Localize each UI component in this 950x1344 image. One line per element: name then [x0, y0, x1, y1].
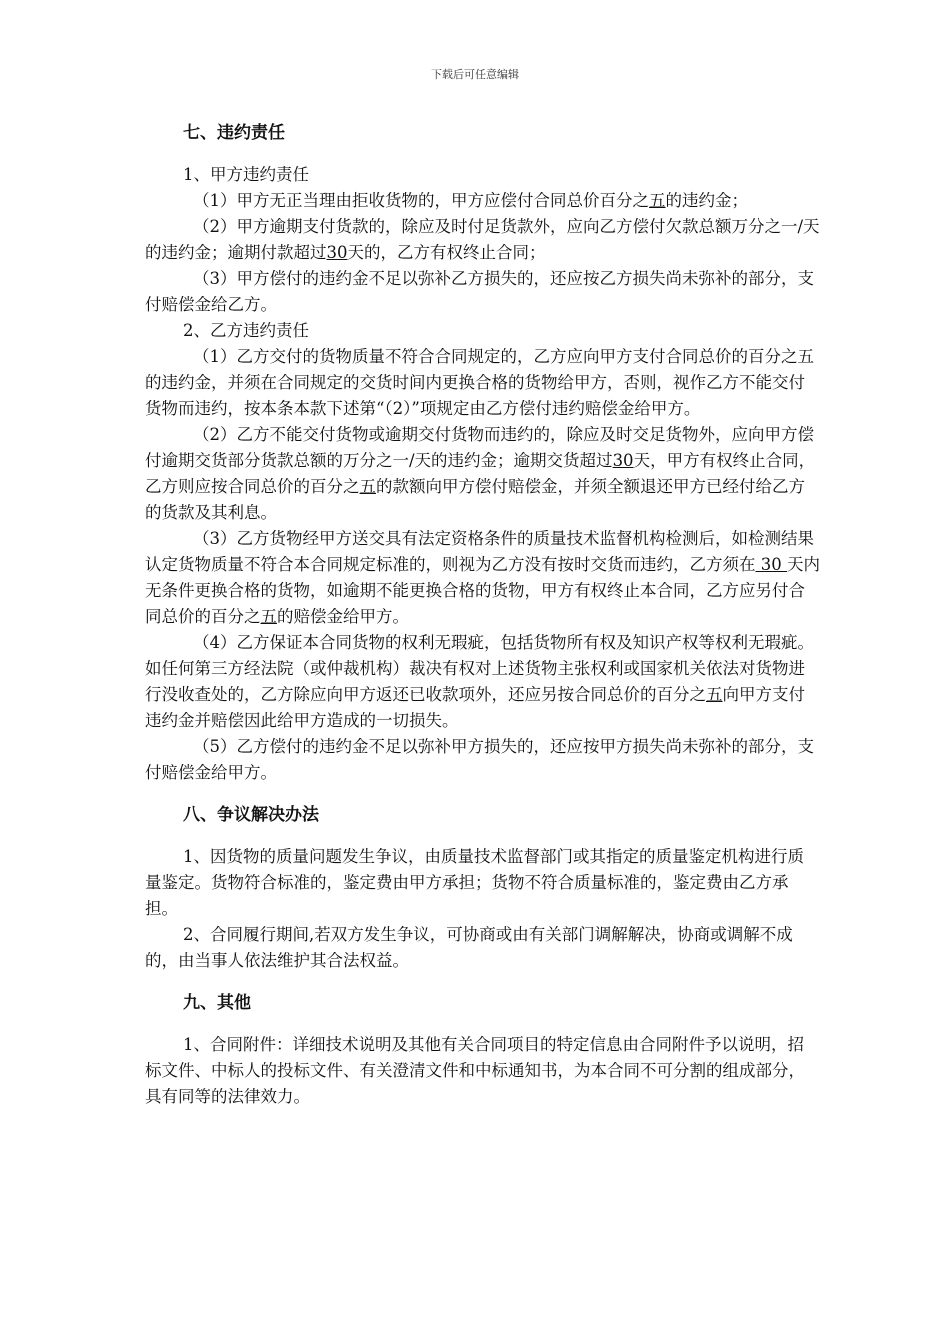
s7-p1-2 — [145, 214, 820, 266]
s7-p1-1 — [145, 188, 820, 214]
s7-p1-1-text-b: 的违约金； — [665, 191, 748, 210]
s7-p1-1-text-a: （1）甲方无正当理由拒收货物的，甲方应偿付合同总价百分之 — [193, 191, 649, 210]
s7-p2-3-underline-2: 五 — [260, 607, 277, 626]
s7-p2-2-text-a: （2）乙方不能交付货物或逾期交付货物而违约的，除应及时交足货物外，应向甲方偿付逾期交货部分货款总额的万分之一/天的违约金；逾期交货超过 — [145, 425, 814, 470]
s8-p2: 2、合同履行期间,若双方发生争议，可协商或由有关部门调解解决，协商或调解不成的，由当事人依法维护其合法权益。 — [145, 925, 793, 970]
section-8-title: 八、争议解决办法 — [183, 805, 319, 825]
s7-p2-2-text-b: 天，甲方有权终止合同，乙方则应按合同总价的百分之 — [145, 451, 816, 496]
section-7-title: 七、违约责任 — [183, 123, 285, 143]
page-header-note: 下载后可任意编辑 — [431, 68, 519, 81]
s7-p2-3-text-c: 的赔偿金给甲方。 — [277, 607, 409, 626]
s7-p2-2-text-c: 的款额向甲方偿付赔偿金，并须全额退还甲方已经付给乙方的货款及其利息。 — [145, 477, 805, 522]
s7-p2: 2、乙方违约责任 — [183, 321, 309, 340]
s7-p2-3 — [145, 526, 820, 630]
s7-p2-1: （1）乙方交付的货物质量不符合合同规定的，乙方应向甲方支付合同总价的百分之五的违约金，并须在合同规定的交货时间内更换合格的货物给甲方，否则，视作乙方不能交付货物而违约，按本条本款下述第“（2）”项规定由乙方偿付违约赔偿金给甲方。 — [145, 347, 814, 418]
s7-p2-4 — [145, 630, 820, 734]
s7-p2-5: （5）乙方偿付的违约金不足以弥补甲方损失的，还应按甲方损失尚未弥补的部分，支付赔偿金给甲方。 — [145, 737, 814, 782]
s7-p2-2 — [145, 422, 820, 526]
s7-p1-2-underline: 30 — [326, 243, 348, 262]
s7-p2-4-text-b: 向甲方支付违约金并赔偿因此给甲方造成的一切损失。 — [145, 685, 805, 730]
spacer — [145, 974, 820, 988]
s7-p1-2-text-a: （2）甲方逾期支付货款的，除应及时付足货款外，应向乙方偿付欠款总额万分之一/天的违约金；逾期付款超过 — [145, 217, 820, 262]
s7-p2-2-underline-2: 五 — [359, 477, 376, 496]
s7-p2-3-text-a: （3）乙方货物经甲方送交具有法定资格条件的质量技术监督机构检测后，如检测结果认定货物质量不符合本合同规定标准的，则视为乙方没有按时交货而违约，乙方须在 — [145, 529, 814, 574]
s7-p2-2-underline-1: 30 — [612, 451, 634, 470]
s9-p1: 1、合同附件：详细技术说明及其他有关合同项目的特定信息由合同附件予以说明，招标文件、中标人的投标文件、有关澄清文件和中标通知书，为本合同不可分割的组成部分，具有同等的法律效力。 — [145, 1035, 805, 1106]
document-body — [145, 118, 820, 1110]
s7-p2-4-underline: 五 — [706, 685, 723, 704]
spacer — [145, 786, 820, 800]
s7-p1-2-text-b: 天的，乙方有权终止合同； — [347, 243, 546, 262]
s7-p2-3-underline-1: 30 — [755, 555, 787, 574]
s8-p1: 1、因货物的质量问题发生争议，由质量技术监督部门或其指定的质量鉴定机构进行质量鉴定。货物符合标准的，鉴定费由甲方承担；货物不符合质量标准的，鉴定费由乙方承担。 — [145, 847, 804, 918]
s7-p2-3-text-b: 天内无条件更换合格的货物，如逾期不能更换合格的货物，甲方有权终止本合同，乙方应另付合同总价的百分之 — [145, 555, 820, 626]
s7-p2-4-text-a: （4）乙方保证本合同货物的权利无瑕疵，包括货物所有权及知识产权等权利无瑕疵。如任何第三方经法院（或仲裁机构）裁决有权对上述货物主张权利或国家机关依法对货物进行没收查处的，乙方除应向甲方返还已收款项外，还应另按合同总价的百分之 — [145, 633, 814, 704]
s7-p1-1-underline: 五 — [649, 191, 666, 210]
section-9-title: 九、其他 — [183, 993, 251, 1013]
s7-p1: 1、甲方违约责任 — [183, 165, 309, 184]
s7-p1-3: （3）甲方偿付的违约金不足以弥补乙方损失的，还应按乙方损失尚未弥补的部分，支付赔偿金给乙方。 — [145, 269, 814, 314]
